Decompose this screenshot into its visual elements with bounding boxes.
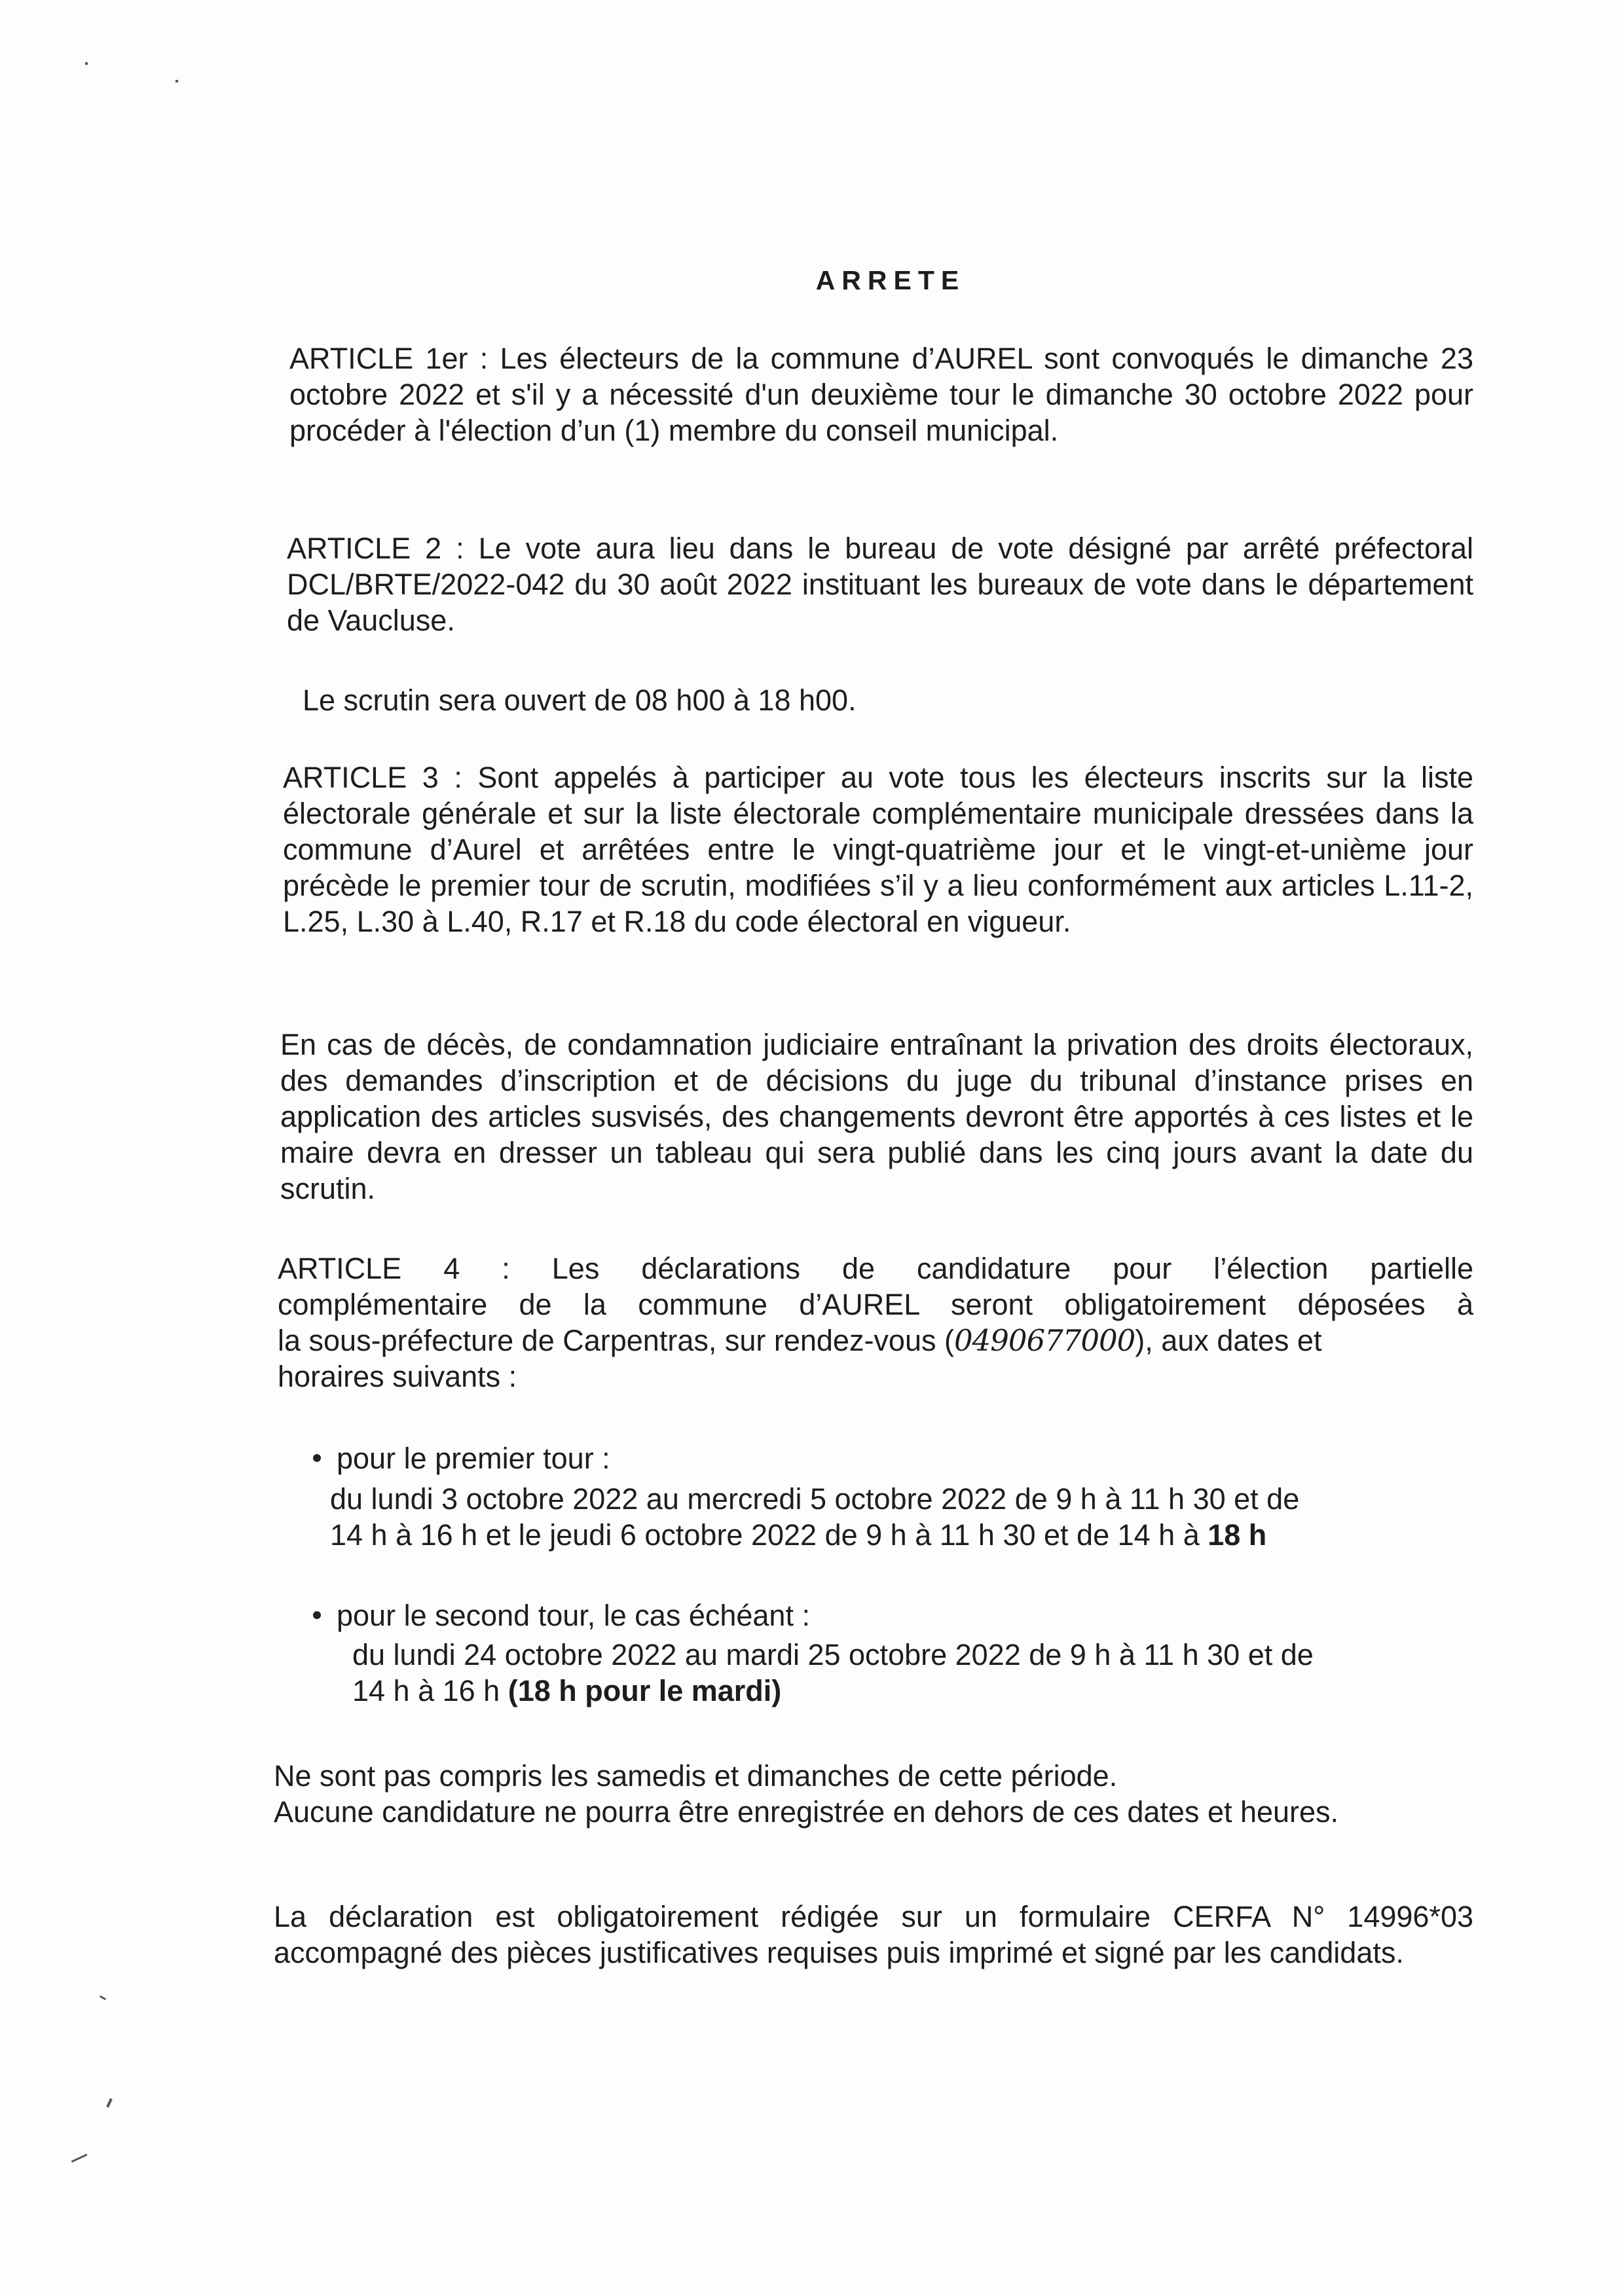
- article-4-line-2: complémentaire de la commune d’AUREL seront obligatoirement déposées à: [278, 1288, 1473, 1321]
- second-round-line-1: du lundi 24 octobre 2022 au mardi 25 octobre 2022 de 9 h à 11 h 30 et de: [352, 1638, 1314, 1671]
- article-2: ARTICLE 2 : Le vote aura lieu dans le bureau de vote désigné par arrêté préfectoral DCL/BRTE/2022-042 du 30 août 2022 instituant les bureaux de vote dans le département de Vaucluse.: [287, 532, 1473, 637]
- second-round-tuesday-note: (18 h pour le mardi): [507, 1674, 782, 1707]
- first-round-line-2-text: 14 h à 16 h et le jeudi 6 octobre 2022 de 9 h à 11 h 30 et de 14 h à: [330, 1518, 1208, 1552]
- first-round-line-1: du lundi 3 octobre 2022 au mercredi 5 octobre 2022 de 9 h à 11 h 30 et de: [330, 1482, 1300, 1516]
- first-round-closing-hour: 18 h: [1208, 1518, 1267, 1552]
- scan-speck: [106, 2098, 113, 2107]
- bullet-icon: [313, 1454, 321, 1462]
- scan-speck: [85, 62, 88, 65]
- first-round-heading-row: [313, 1440, 610, 1476]
- no-candidacy-note: Aucune candidature ne pourra être enregistrée en dehors de ces dates et heures.: [274, 1795, 1339, 1829]
- second-round-heading-row: [313, 1597, 810, 1633]
- scrutin-hours: Le scrutin sera ouvert de 08 h00 à 18 h00.: [303, 683, 857, 717]
- scan-speck: [71, 2154, 88, 2163]
- second-round-heading: pour le second tour, le cas échéant :: [337, 1599, 810, 1632]
- article-4-line-3: [278, 1322, 1321, 1358]
- article-4-line-1: ARTICLE 4 : Les déclarations de candidature pour l’élection partielle: [278, 1252, 1473, 1285]
- document-title: ARRETE: [815, 265, 966, 295]
- article-4-line-3-end: ), aux dates et: [1135, 1324, 1322, 1357]
- scan-speck: [100, 1995, 106, 2001]
- second-round-line-2-text: 14 h à 16 h: [352, 1674, 508, 1707]
- article-1: ARTICLE 1er : Les électeurs de la commune d’AUREL sont convoqués le dimanche 23 octobre 2022 et s'il y a nécessité d'un deuxième tour le dimanche 30 octobre 2022 pour procéder à l'élection d’un (1) membre du conseil municipal.: [289, 342, 1473, 447]
- article-4-line-4: horaires suivants :: [278, 1360, 517, 1393]
- article-4-line-3-start: la sous-préfecture de Carpentras, sur rendez-vous (: [278, 1324, 954, 1357]
- handwritten-phone-number: 0490677000: [953, 1323, 1135, 1358]
- second-round-line-2: [352, 1673, 781, 1709]
- first-round-line-2: [330, 1517, 1266, 1553]
- declaration-paragraph: La déclaration est obligatoirement rédigée sur un formulaire CERFA N° 14996*03 accompagné des pièces justificatives requises puis imprimé et signé par les candidats.: [274, 1900, 1473, 1969]
- scan-speck: [175, 80, 178, 82]
- exclusion-note: Ne sont pas compris les samedis et dimanches de cette période.: [274, 1759, 1118, 1793]
- bullet-icon: [313, 1611, 321, 1619]
- article-3-paragraph-2: En cas de décès, de condamnation judiciaire entraînant la privation des droits électoraux, des demandes d’inscription et de décisions du juge du tribunal d’instance prises en application des articles susvisés, des changements devront être apportés à ces listes et le maire devra en dresser un tableau qui sera publié dans les cinq jours avant la date du scrutin.: [280, 1028, 1473, 1205]
- article-3: ARTICLE 3 : Sont appelés à participer au vote tous les électeurs inscrits sur la liste électorale générale et sur la liste électorale complémentaire municipale dressées dans la commune d’Aurel et arrêtées entre le vingt-quatrième jour et le vingt-et-unième jour précède le premier tour de scrutin, modifiées s’il y a lieu conformément aux articles L.11-2, L.25, L.30 à L.40, R.17 et R.18 du code électoral en vigueur.: [283, 761, 1473, 938]
- first-round-heading: pour le premier tour :: [337, 1442, 610, 1475]
